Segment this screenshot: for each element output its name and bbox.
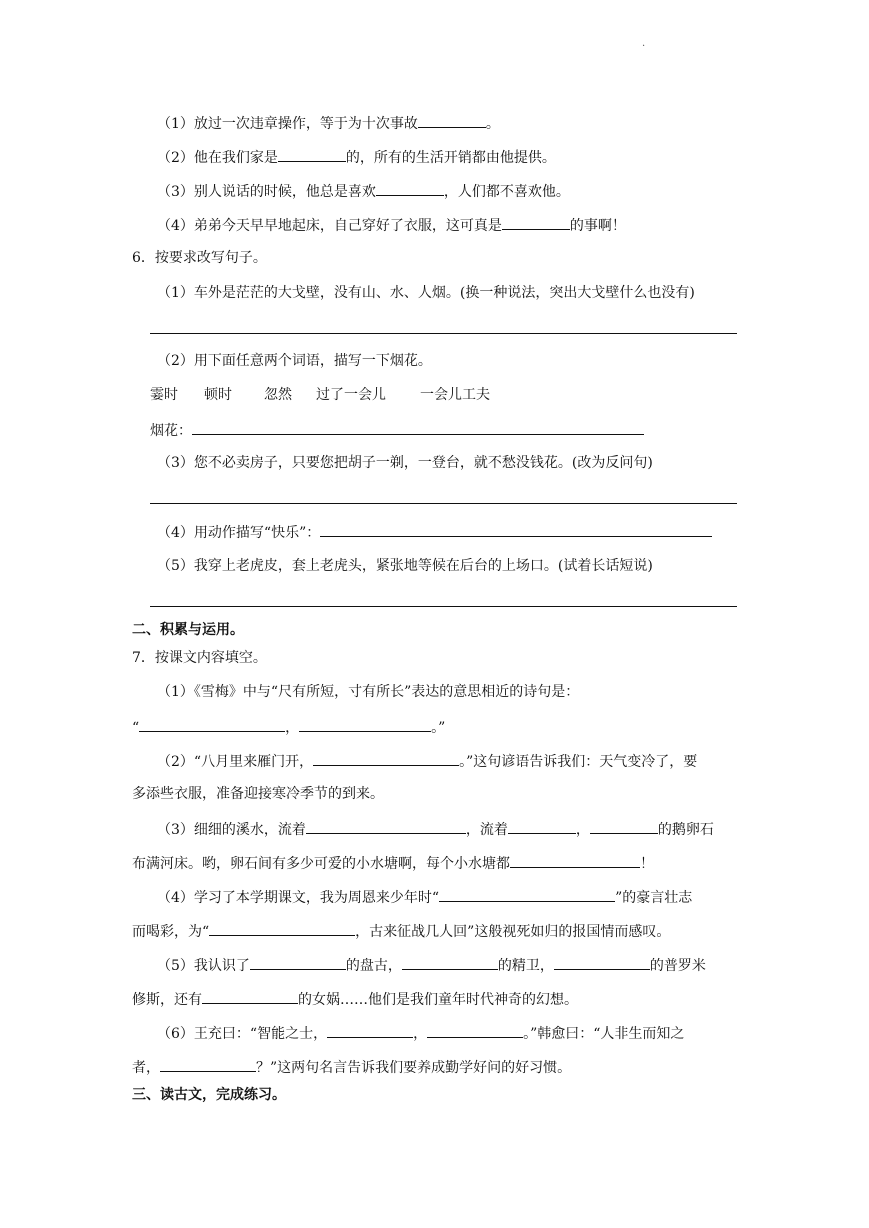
q7-p1b [132,716,445,738]
q6-s4-text: （4）用动作描写“快乐”： [157,525,321,541]
q6-s5: （5）我穿上老虎皮，套上老虎头，紧张地等候在后台的上场口。(试着长话短说) [157,558,653,574]
q6-s4 [157,521,712,543]
q7-p6-mid: ， [413,1026,428,1042]
word-3: 忽然 [264,387,292,403]
q6-title: 6．按要求改写句子。 [132,250,267,266]
q7-p2-text: （2）“八月里来雁门开， [157,754,314,770]
answer-blank[interactable] [376,180,444,196]
q7-p5b [132,988,578,1010]
q7-p4b-post: ，古来征战几人回”这般视死如归的报国情而感叹。 [355,924,671,940]
answer-line[interactable] [150,333,737,334]
q7-title: 7．按课文内容填空。 [132,650,267,666]
answer-blank[interactable] [327,1022,413,1038]
q7-p5-text: （5）我认识了 [157,958,250,974]
section-2-title: 二、积累与运用。 [132,622,244,638]
q5-item-3 [157,180,570,202]
q7-p4-post: ”的豪言壮志 [615,890,693,906]
q7-p4b-text: 而喝彩，为“ [132,924,210,940]
q7-p5-m2: 的精卫， [497,958,554,974]
answer-blank[interactable] [418,112,486,128]
word-1: 霎时 [150,387,178,403]
answer-blank[interactable] [402,954,498,970]
answer-blank[interactable] [160,1056,256,1072]
answer-blank[interactable] [250,954,346,970]
q7-p2b: 多添些衣服，准备迎接寒冷季节的到来。 [132,786,384,802]
answer-blank[interactable] [590,818,658,834]
q7-p6a [157,1022,684,1044]
q6-words [150,385,490,405]
answer-blank[interactable] [554,954,650,970]
q5-item-2 [157,146,556,168]
comma: ， [285,720,300,736]
q5-item-4 [157,214,626,236]
quote-close: 。” [431,720,446,736]
answer-blank[interactable] [313,750,459,766]
word-5: 一会儿工夫 [420,387,490,403]
answer-blank[interactable] [502,214,570,230]
yanhua-label: 烟花： [150,423,192,439]
q6-s1: （1）车外是茫茫的大戈壁，没有山、水、人烟。(换一种说法，突出大戈壁什么也没有) [157,285,695,301]
q5-item-1 [157,112,500,134]
answer-blank[interactable] [427,1022,523,1038]
answer-blank[interactable] [306,818,466,834]
q5-item-1-text: （1）放过一次违章操作，等于为十次事故 [157,116,418,132]
q5-item-1-suffix: 。 [485,116,500,132]
q7-p4b [132,920,670,942]
q7-p3-text: （3）细细的溪水，流着 [157,822,306,838]
q7-p5b-post: 的女娲……他们是我们童年时代神奇的幻想。 [298,992,578,1008]
answer-blank[interactable] [320,521,712,537]
q7-p6-text: （6）王充曰：“智能之士， [157,1026,328,1042]
q5-item-2-text: （2）他在我们家是 [157,150,278,166]
q5-item-2-suffix: 的，所有的生活开销都由他提供。 [345,150,556,166]
q7-p6b [132,1056,571,1078]
q7-p3-mid2: ， [575,822,590,838]
answer-line[interactable] [150,503,737,504]
answer-blank[interactable] [209,920,355,936]
q7-p3b-text: 布满河床。哟，卵石间有多少可爱的小水塘啊，每个小水塘都 [132,856,510,872]
answer-blank[interactable] [439,886,615,902]
q7-p5b-text: 修斯，还有 [132,992,202,1008]
q7-p3b-post: ！ [640,856,654,872]
q7-p6b-text: 者， [132,1060,160,1076]
q7-p5a [157,954,706,976]
header-dot: . [642,38,646,49]
answer-blank[interactable] [139,716,285,732]
word-2: 顿时 [204,387,232,403]
q7-p3-mid1: ，流着 [465,822,508,838]
quote-open: “ [132,720,140,736]
answer-blank[interactable] [510,852,640,868]
q5-item-3-suffix: ，人们都不喜欢他。 [443,184,570,200]
answer-blank[interactable] [508,818,576,834]
q6-s3: （3）您不必卖房子，只要您把胡子一剃，一登台，就不愁没钱花。(改为反问句) [157,455,653,471]
q5-item-4-text: （4）弟弟今天早早地起床，自己穿好了衣服，这可真是 [157,218,502,234]
q7-p4-text: （4）学习了本学期课文，我为周恩来少年时“ [157,890,440,906]
q6-s2: （2）用下面任意两个词语，描写一下烟花。 [157,353,432,369]
section-3-title: 三、读古文，完成练习。 [132,1087,286,1103]
q7-p1a: （1）《雪梅》中与“尺有所短，寸有所长”表达的意思相近的诗句是： [157,684,580,700]
q7-p2-text-post: 。”这句谚语告诉我们：天气变冷了，要 [459,754,698,770]
q7-p6b-post: ？”这两句名言告诉我们要养成勤学好问的好习惯。 [256,1060,572,1076]
q7-p3a [157,818,714,840]
answer-blank[interactable] [278,146,346,162]
q7-p5-post: 的普罗米 [649,958,706,974]
q7-p4a [157,886,692,908]
answer-line[interactable] [150,606,737,607]
answer-blank[interactable] [299,716,431,732]
word-4: 过了一会儿 [316,387,386,403]
q5-item-3-text: （3）别人说话的时候，他总是喜欢 [157,184,376,200]
q6-yanhua [150,419,644,441]
q7-p3b [132,852,654,874]
q7-p6-post: 。”韩愈曰：“人非生而知之 [523,1026,685,1042]
q7-p2a [157,750,697,772]
q7-p5-m1: 的盘古， [345,958,402,974]
answer-blank[interactable] [202,988,298,1004]
q5-item-4-suffix: 的事啊！ [569,218,626,234]
q7-p3-post: 的鹅卵石 [657,822,714,838]
answer-blank[interactable] [192,419,644,435]
